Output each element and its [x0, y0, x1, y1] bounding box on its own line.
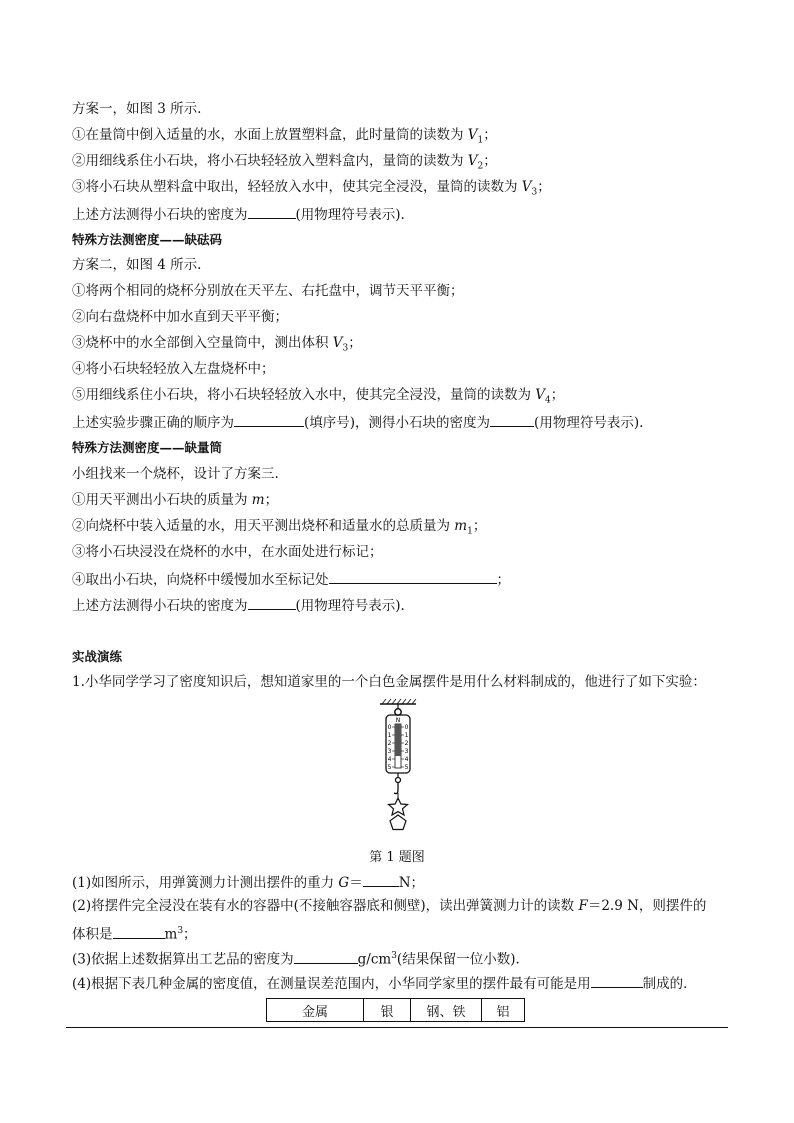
spring-scale-figure — [370, 698, 426, 838]
hook-ring — [396, 778, 401, 783]
answer-blank[interactable] — [363, 873, 399, 887]
table-row — [267, 999, 525, 1022]
hook-icon — [394, 783, 398, 794]
tick-label-left: 0 — [387, 724, 392, 731]
answer-blank[interactable] — [591, 974, 643, 988]
answer-blank[interactable] — [248, 205, 296, 219]
spring-coil — [395, 724, 401, 756]
scheme2-result: 上述实验步骤正确的顺序为 (填序号)，测得小石块的密度为 (用物理符号表示). — [72, 415, 644, 431]
scheme1-step1: ①在量筒中倒入适量的水，水面上放置塑料盒，此时量筒的读数为 $V_1$； — [72, 127, 497, 146]
star-ornament — [389, 798, 408, 815]
scheme1-step2: ②用细线系住小石块，将小石块轻轻放入塑料盒内，量筒的读数为 $V_2$； — [72, 153, 497, 172]
scheme2-step2: ②向右盘烧杯中加水直到天平平衡； — [72, 309, 288, 325]
question-1-part-2: (2)将摆件完全浸没在装有水的容器中(不接触容器底和侧壁)，读出弹簧测力计的读数 F＝2.9 N，则摆件的 — [72, 898, 707, 914]
scheme3-step4: ④取出小石块，向烧杯中缓慢加水至标记处 ； — [72, 572, 510, 588]
scheme1-result: 上述方法测得小石块的密度为 (用物理符号表示). — [72, 207, 405, 223]
pentagon-ornament — [390, 815, 406, 830]
question-1-part-2-cont: 体积是 $m^3$； — [72, 926, 197, 943]
question-1-part-4: (4)根据下表几种金属的密度值，在测量误差范围内，小华同学家里的摆件最有可能是用 制成的． — [72, 976, 697, 992]
question-1-stem: 1.小华同学学习了密度知识后，想知道家里的一个白色金属摆件是用什么材料制成的，他进行了如下实验： — [72, 674, 706, 690]
answer-blank[interactable] — [294, 950, 358, 964]
scheme3-result: 上述方法测得小石块的密度为 (用物理符号表示). — [72, 598, 405, 614]
tick-label-left: 3 — [387, 748, 392, 755]
tick-label-right: 2 — [404, 740, 409, 747]
metal-density-table — [266, 998, 525, 1022]
scheme2-title: 方案二，如图 4 所示. — [72, 257, 202, 273]
footer-rule — [66, 1027, 728, 1028]
table-cell: 钢、铁 — [411, 999, 482, 1022]
unit-label: N — [395, 717, 401, 724]
section-heading-missing-weights: 特殊方法测密度——缺砝码 — [72, 232, 223, 247]
answer-blank[interactable] — [329, 570, 497, 584]
scheme3-step1: ①用天平测出小石块的质量为 m； — [72, 492, 279, 508]
table-cell: 银 — [364, 999, 411, 1022]
scheme3-intro: 小组找来一个烧杯，设计了方案三. — [72, 466, 279, 482]
tick-label-left: 4 — [387, 756, 392, 763]
tick-label-right: 1 — [404, 732, 409, 739]
figure-caption: 第 1 题图 — [369, 850, 425, 865]
question-1-part-1: (1)如图所示，用弹簧测力计测出摆件的重力 G＝ N； — [72, 875, 425, 891]
table-cell: 铝 — [482, 999, 525, 1022]
scheme1-title: 方案一，如图 3 所示. — [72, 101, 202, 117]
tick-label-left: 2 — [387, 740, 392, 747]
scheme3-step3: ③将小石块浸没在烧杯的水中，在水面处进行标记； — [72, 544, 383, 560]
tick-label-left: 5 — [387, 764, 392, 771]
tick-label-right: 4 — [404, 756, 409, 763]
tick-label-right: 3 — [404, 748, 409, 755]
table-header-cell: 金属 — [267, 999, 364, 1022]
answer-blank[interactable] — [234, 413, 304, 427]
answer-blank[interactable] — [113, 925, 165, 939]
answer-blank[interactable] — [490, 413, 534, 427]
scheme2-step1: ①将两个相同的烧杯分别放在天平左、右托盘中，调节天平平衡； — [72, 283, 464, 299]
question-1-part-3: (3)依据上述数据算出工艺品的密度为 $g/cm^3$(结果保留一位小数). — [72, 951, 520, 968]
tick-label-right: 5 — [404, 764, 409, 771]
scheme1-step3: ③将小石块从塑料盒中取出，轻轻放入水中，使其完全浸没，量筒的读数为 $V_3$； — [72, 179, 551, 198]
answer-blank[interactable] — [248, 596, 296, 610]
scheme2-step4: ④将小石块轻轻放入左盘烧杯中； — [72, 361, 275, 377]
tick-label-left: 1 — [387, 732, 392, 739]
scheme2-step5: ⑤用细线系住小石块，将小石块轻轻放入水中，使其完全浸没，量筒的读数为 $V_4$； — [72, 387, 565, 406]
scheme2-step3: ③烧杯中的水全部倒入空量筒中，测出体积 $V_3$； — [72, 335, 362, 354]
tick-label-right: 0 — [404, 724, 409, 731]
top-ring — [395, 709, 401, 715]
practice-heading: 实战演练 — [72, 649, 123, 664]
section-heading-missing-cylinder: 特殊方法测密度——缺量筒 — [72, 440, 223, 455]
scheme3-step2: ②向烧杯中装入适量的水，用天平测出烧杯和适量水的总质量为 $m_1$； — [72, 518, 487, 537]
